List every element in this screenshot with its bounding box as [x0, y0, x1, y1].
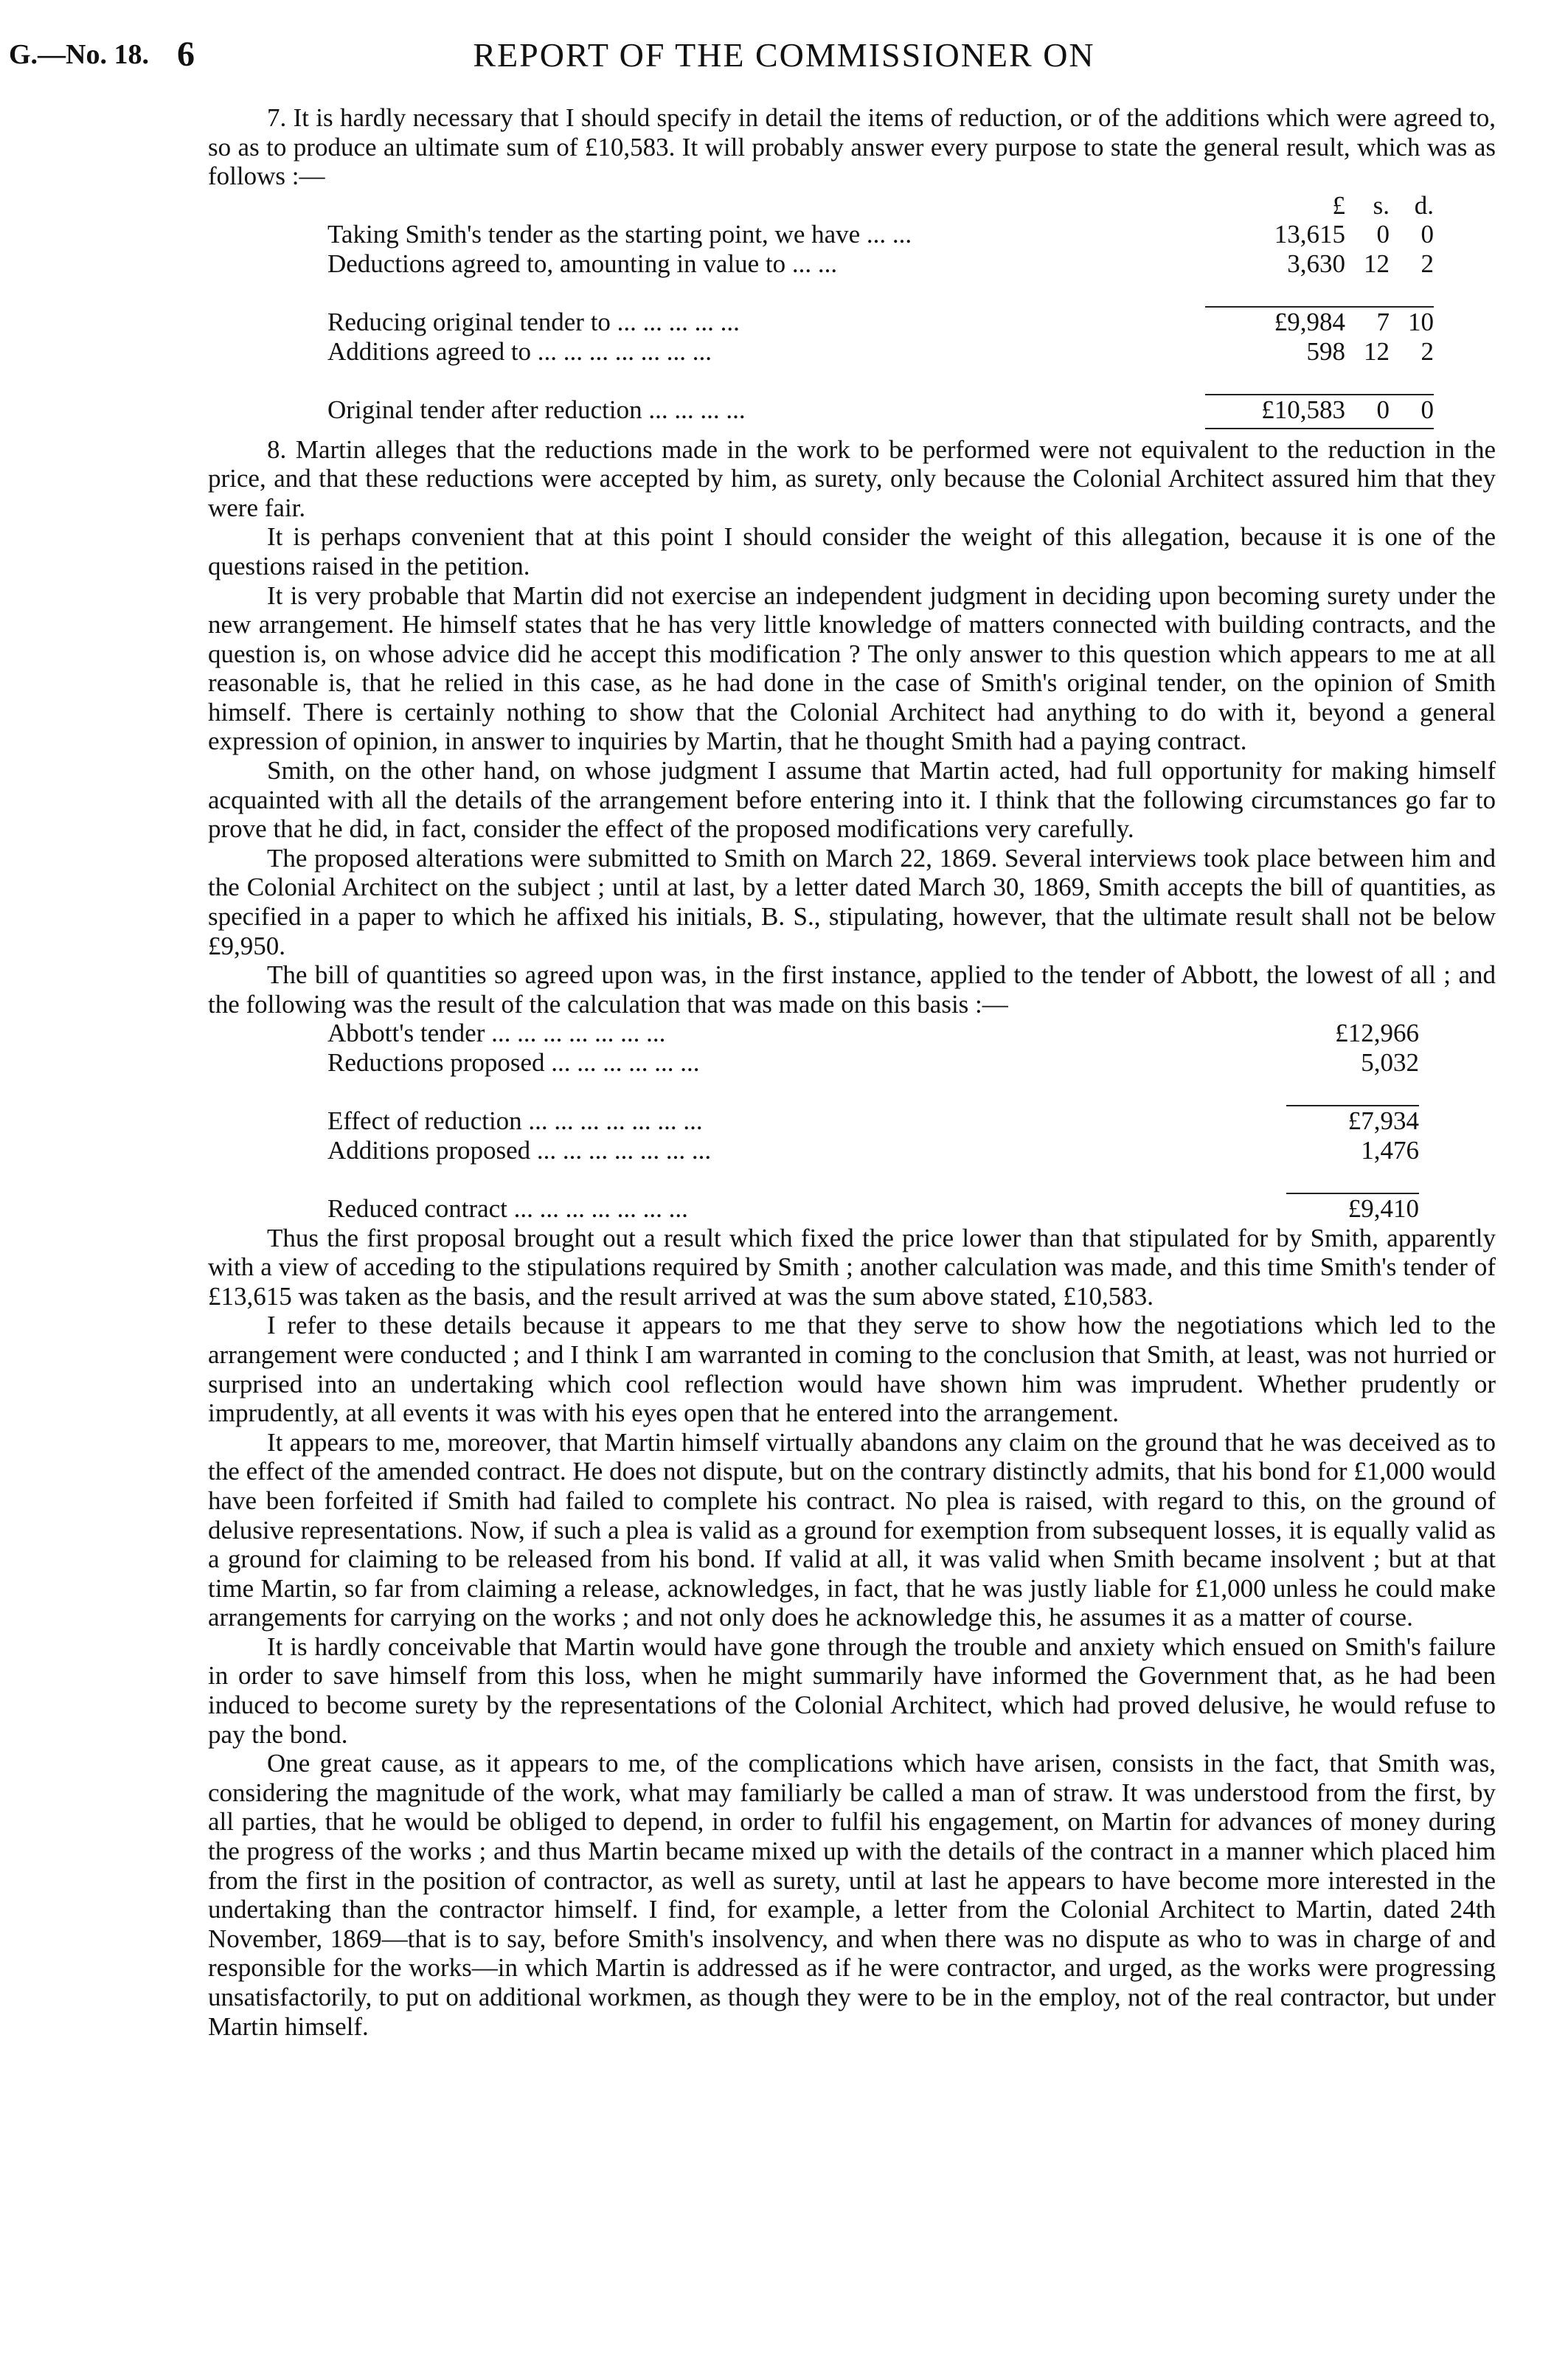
row-label: Reducing original tender to ... ... ... ... ... [327, 308, 740, 337]
row-label: Deductions agreed to, amounting in value to ... ... [327, 249, 838, 278]
row-pounds: £10,583 [1261, 395, 1345, 424]
sum-divider [327, 1078, 1419, 1107]
row-shillings: 12 [1364, 336, 1390, 366]
document-reference: G.—No. 18. [9, 39, 149, 70]
table-row [327, 1136, 1419, 1165]
row-shillings: 0 [1376, 220, 1390, 249]
row-shillings: 12 [1364, 249, 1390, 278]
running-title: REPORT OF THE COMMISSIONER ON [473, 36, 1095, 74]
row-amount: £9,410 [1347, 1193, 1419, 1223]
table-row [327, 1106, 1419, 1136]
row-pence: 10 [1408, 308, 1434, 337]
table-row [327, 220, 1434, 249]
table-row [327, 395, 1434, 425]
table-row [327, 1019, 1419, 1048]
paragraph: The proposed alterations were submitted to Smith on March 22, 1869. Several interviews took place between him and the Colonial Architect on the subject ; until at last, by a letter dated March 30, 1869, Smith accepts the bill of quantities, as specified in a paper to which he affixed his initials, B. S., stipulating, however, that the ultimate result shall not be below £9,950. [208, 843, 1496, 960]
pence-heading: d. [1414, 190, 1434, 220]
table-row [327, 1194, 1419, 1224]
row-shillings: 0 [1376, 395, 1390, 424]
pounds-heading: £ [1332, 190, 1345, 220]
row-amount: £12,966 [1335, 1019, 1419, 1048]
paragraph: Thus the first proposal brought out a result which fixed the price lower than that stipulated for by Smith, apparently with a view of acceding to the stipulations required by Smith ; another calculation was made, and this time Smith's tender of £13,615 was taken as the basis, and the result arrived at was the sum above stated, £10,583. [208, 1223, 1496, 1311]
paragraph: One great cause, as it appears to me, of the complications which have arisen, consists in the fact, that Smith was, considering the magnitude of the work, what may familiarly be called a man of straw. It was understood from the first, by all parties, that he would be obliged to depend, in order to fulfil his engagement, on Martin for advances of money during the progress of the works ; and thus Martin became mixed up with the details of the contract in a manner which placed him from the first in the position of contractor, as well as surety, until at last he appears to have become more interested in the undertaking than the contractor himself. I find, for example, a letter from the Colonial Architect to Martin, dated 24th November, 1869—that is to say, before Smith's insolvency, and when there was no dispute as who to was in charge of and responsible for the works—in which Martin is addressed as if he were contractor, and urged, as the works were progressing unsatisfactorily, to put on additional workmen, as though they were to be in the employ, not of the real contractor, but under Martin himself. [208, 1749, 1496, 2041]
shillings-heading: s. [1373, 190, 1390, 220]
row-amount: 1,476 [1361, 1135, 1419, 1165]
paragraph-8: 8. Martin alleges that the reductions made in the work to be performed were not equivalent to the reduction in the price, and that these reductions were accepted by him, as surety, only because the Colonial Architect assured him that they were fair. [208, 434, 1496, 522]
row-pence: 2 [1420, 249, 1434, 278]
row-pounds: £9,984 [1274, 308, 1345, 337]
row-label: Abbott's tender ... ... ... ... ... ... ... [327, 1019, 666, 1048]
row-label: Original tender after reduction ... ... ... ... [327, 395, 746, 424]
paragraph: It is hardly conceivable that Martin would have gone through the trouble and anxiety which ensued on Smith's failure in order to save himself from this loss, when he might summarily have informed the Government that, as he had been induced to become surety by the representations of the Colonial Architect, which had proved delusive, he would refuse to pay the bond. [208, 1632, 1496, 1749]
row-pence: 0 [1420, 395, 1434, 424]
tender-reduction-table [327, 191, 1434, 435]
table-row [327, 337, 1434, 367]
row-label: Reductions proposed ... ... ... ... ... ... [327, 1048, 700, 1077]
row-amount: £7,934 [1347, 1106, 1419, 1136]
row-label: Effect of reduction ... ... ... ... ... ... ... [327, 1106, 703, 1136]
table-row [327, 1048, 1419, 1078]
row-label: Additions proposed ... ... ... ... ... ... ... [327, 1135, 712, 1165]
currency-header [327, 191, 1434, 221]
row-label: Reduced contract ... ... ... ... ... ... ... [327, 1193, 688, 1223]
sum-divider [327, 366, 1434, 395]
row-pounds: 598 [1306, 336, 1345, 366]
row-shillings: 7 [1376, 308, 1390, 337]
row-label: Taking Smith's tender as the starting point, we have ... ... [327, 220, 912, 249]
table-row [327, 249, 1434, 279]
paragraph: Smith, on the other hand, on whose judgment I assume that Martin acted, had full opportunity for making himself acquainted with all the details of the arrangement before entering into it. I think that the following circumstances go far to prove that he did, in fact, consider the effect of the proposed modifications very carefully. [208, 756, 1496, 844]
paragraph: It is perhaps convenient that at this point I should consider the weight of this allegation, because it is one of the questions raised in the petition. [208, 522, 1496, 580]
paragraph-7: 7. It is hardly necessary that I should specify in detail the items of reduction, or of the additions which were agreed to, so as to produce an ultimate sum of £10,583. It will probably answer every purpose to state the general result, which was as follows :— [208, 103, 1496, 191]
sum-divider [327, 1165, 1419, 1194]
paragraph: It is very probable that Martin did not exercise an independent judgment in deciding upon becoming surety under the new arrangement. He himself states that he has very little knowledge of matters connected with building contracts, and the question is, on whose advice did he accept this modification ? The only answer to this question which appears to me at all reasonable is, that he relied in this case, as he had done in the case of Smith's original tender, on the opinion of Smith himself. There is certainly nothing to show that the Colonial Architect had anything to do with it, beyond a general expression of opinion, in answer to inquiries by Martin, that he thought Smith had a paying contract. [208, 580, 1496, 756]
row-pounds: 3,630 [1287, 249, 1345, 278]
sum-divider [327, 279, 1434, 308]
document-body [208, 103, 1496, 2041]
paragraph: I refer to these details because it appears to me that they serve to show how the negotiations which led to the arrangement were conducted ; and I think I am warranted in coming to the conclusion that Smith, at least, was not hurried or surprised into an undertaking which cool reflection would have shown him was imprudent. Whether prudently or imprudently, at all events it was with his eyes open that he entered into the arrangement. [208, 1311, 1496, 1428]
row-pence: 0 [1420, 220, 1434, 249]
paragraph: The bill of quantities so agreed upon was, in the first instance, applied to the tender of Abbott, the lowest of all ; and the following was the result of the calculation that was made on this basis :— [208, 960, 1496, 1019]
abbott-calculation-table [327, 1019, 1419, 1223]
page-number: 6 [177, 35, 195, 74]
total-underline [327, 425, 1434, 435]
page-header [0, 35, 1568, 83]
row-label: Additions agreed to ... ... ... ... ... ... ... [327, 336, 712, 366]
table-row [327, 308, 1434, 337]
row-pence: 2 [1420, 336, 1434, 366]
row-amount: 5,032 [1361, 1048, 1419, 1077]
paragraph: It appears to me, moreover, that Martin himself virtually abandons any claim on the ground that he was deceived as to the effect of the amended contract. He does not dispute, but on the contrary distinctly admits, that his bond for £1,000 would have been forfeited if Smith had failed to complete his contract. No plea is raised, with regard to this, on the ground of delusive representations. Now, if such a plea is valid as a ground for exemption from subsequent losses, it is equally valid as a ground for claiming to be released from his bond. If valid at all, it was valid when Smith became insolvent ; but at that time Martin, so far from claiming a release, acknowledges, in fact, that he was justly liable for £1,000 unless he could make arrangements for carrying on the works ; and not only does he acknowledge this, he assumes it as a matter of course. [208, 1427, 1496, 1632]
row-pounds: 13,615 [1274, 220, 1345, 249]
